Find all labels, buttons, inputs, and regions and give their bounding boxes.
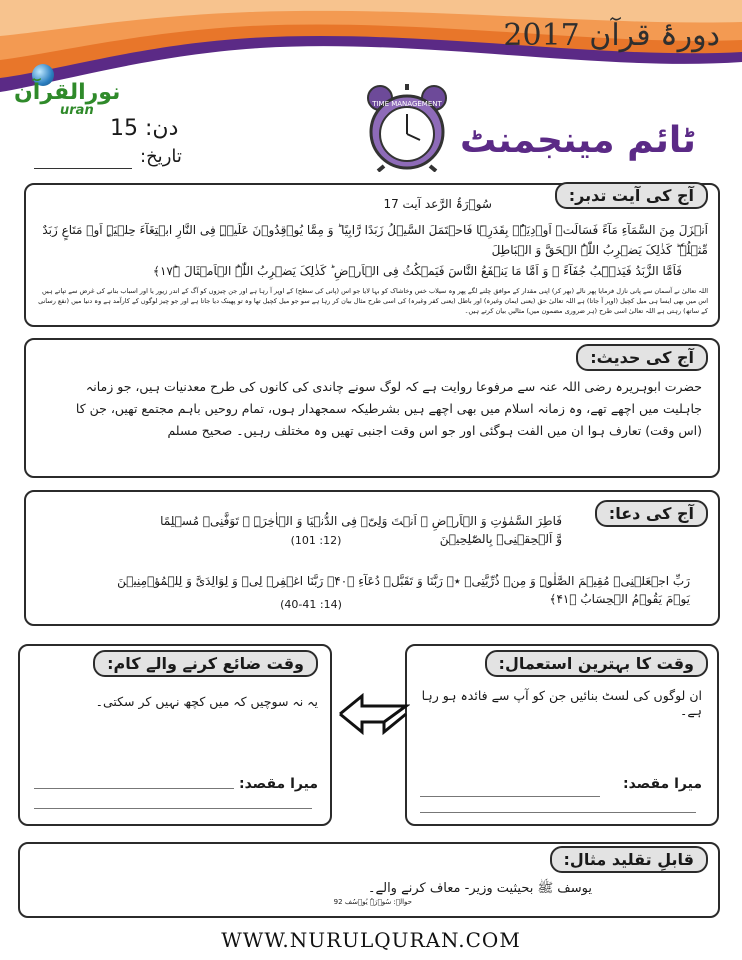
exchange-arrow-icon xyxy=(336,692,410,736)
dua-arabic-2: رَبِّ اجۡعَلۡنِیۡ مُقِیۡمَ الصَّلٰوۃِ وَ مِنۡ ذُرِّیَّتِیۡ ٭ۖ رَبَّنَا وَ تَقَبَّلۡ دُعَآءِ ﴿۴۰﴾ رَبَّنَا اغۡفِرۡ لِیۡ وَ لِوَالِدَیَّ وَ لِلۡمُؤۡمِنِیۡنَ یَوۡمَ یَقُوۡمُ الۡحِسَابُ ﴿۴۱﴾ xyxy=(117,574,690,606)
hadith-text: حضرت ابوہریرہ رضی اللہ عنہ سے مرفوعا روایت ہے کہ لوگ سونے چاندی کی کانوں کی طرح معدنیات ہیں، جو زمانہ جاہلیت میں اچھے تھے، وہ زمانہ اسلام میں بھی اچھے ہیں بشرطیکہ سمجھدار ہوں، تمام روحیں باہم مجتمع تھیں، جن کا (اس وقت) تعارف ہوا ان میں الفت ہوگئی اور جو اس وقت اجنبی تھیں وہ مختلف رہیں۔ صحیح مسلم xyxy=(75,379,702,438)
time-waste-goal-line-1 xyxy=(34,788,234,789)
day-value: 15 xyxy=(110,116,138,141)
time-management-title: ٹائم مینجمنٹ xyxy=(460,120,696,161)
ayah-label: آج کی آیت تدبر: xyxy=(555,182,708,209)
ayah-reference: سُوۡرَۃُ الرَّعد آیت 17 xyxy=(383,197,492,211)
page-title: دورۂ قرآن 2017 xyxy=(503,18,720,53)
dua-label: آج کی دعا: xyxy=(595,500,708,527)
dua-reference-2: (14: 40-41) xyxy=(280,598,342,611)
time-waste-text: یہ نہ سوچیں کہ میں کچھ نہیں کر سکتی۔ xyxy=(95,694,318,709)
time-waste-label: وقت ضائع کرنے والے کام: xyxy=(93,650,318,677)
logo-text: نورالقرآن xyxy=(14,80,121,105)
day-row xyxy=(110,116,178,141)
logo-subtext: uran xyxy=(60,103,94,118)
footer-url[interactable]: WWW.NURULQURAN.COM xyxy=(221,928,521,952)
best-use-text: ان لوگوں کی لسٹ بنائیں جن کو آپ سے فائدہ ہو رہا ہے۔ xyxy=(421,688,702,718)
day-label: دن: xyxy=(145,116,179,141)
time-waste-goal-label: میرا مقصد: xyxy=(239,776,318,792)
hadith-label: آج کی حدیث: xyxy=(576,344,708,371)
best-use-label: وقت کا بہترین استعمال: xyxy=(485,650,708,677)
date-underline xyxy=(34,168,132,169)
clock-label: TIME MANAGEMENT xyxy=(372,100,442,108)
dua-arabic-1: فَاطِرَ السَّمٰوٰتِ وَ الۡاَرۡضِ ۟ اَنۡتَ وَلِیّٖ فِی الدُّنۡیَا وَ الۡاٰخِرَۃِ ۚ تَوَفَّنِیۡ مُسۡلِمًا وَّ اَلۡحِقۡنِیۡ بِالصّٰلِحِیۡنَ xyxy=(160,514,562,546)
date-label: تاریخ: xyxy=(140,146,182,167)
ayah-arabic-line-1: اَنۡزَلَ مِنَ السَّمَآءِ مَآءً فَسَالَتۡ اَوۡدِیَۃٌۢ بِقَدَرِہَا فَاحۡتَمَلَ السَّیۡلُ زَبَدًا رَّابِیًا ؕ وَ مِمَّا یُوۡقِدُوۡنَ عَلَیۡہِ فِی النَّارِ ابۡتِغَآءَ حِلۡیَۃٍ اَوۡ مَتَاعٍ زَبَدٌ مِّثۡلُہٗ ؕ کَذٰلِکَ یَضۡرِبُ اللّٰہُ الۡحَقَّ وَ الۡبَاطِلَ xyxy=(42,223,708,257)
example-reference: حوالہ: سُوۡرَۃُ یُوۡسُف 92 xyxy=(333,898,412,906)
ayah-translation: اللہ تعالیٰ نے آسمان سے پانی نازل فرمایا پھر نالے (بھر کر) اپنی مقدار کے موافق چلنے لگے پھر وہ سیلاب خس وخاشاک کو بہا لایا جو اس (پانی کی سطح) کے اوپر آ رہا ہے اور جن چیزوں کو آگ کے اندر زیور یا اور اسباب بنانے کی غرض سے تپاتے ہیں اس میں بھی ایسا ہی میل کچیل (اوپر آ جاتا) ہے اللہ تعالیٰ حق (یعنی ایمان وغیرہ) اور باطل (یعنی کفر وغیرہ) کی اسی طرح مثال بیان کر رہا ہے سو جو میل کچیل تھا وہ تو پھینک دیا جاتا ہے اور جو چیز لوگوں کے کارآمد ہے وہ دنیا میں (نفع رسانی کے ساتھ) رہتی ہے اللہ تعالیٰ اسی طرح (ہر ضروری مضمون میں) مثالیں بیان کرتے ہیں۔ xyxy=(38,287,708,315)
example-label: قابلِ تقلید مثال: xyxy=(550,846,708,873)
best-use-goal-label: میرا مقصد: xyxy=(623,776,702,792)
example-text: یوسف ﷺ بحیثیت وزیر- معاف کرنے والے۔ xyxy=(367,881,592,896)
dua-reference-1: (12: 101) xyxy=(290,534,342,547)
best-use-goal-line-2 xyxy=(420,812,696,813)
ayah-arabic-line-2: فَاَمَّا الزَّبَدُ فَیَذۡہَبُ جُفَآءً ۚ وَ اَمَّا مَا یَنۡفَعُ النَّاسَ فَیَمۡکُثُ فِی الۡاَرۡضِ ؕ کَذٰلِکَ یَضۡرِبُ اللّٰہُ الۡاَمۡثَالَ ﴿ؕ۱۷﴾ xyxy=(152,264,682,278)
time-waste-goal-line-2 xyxy=(34,808,312,809)
alarm-clock-icon xyxy=(362,82,452,172)
best-use-goal-line-1 xyxy=(420,796,600,797)
